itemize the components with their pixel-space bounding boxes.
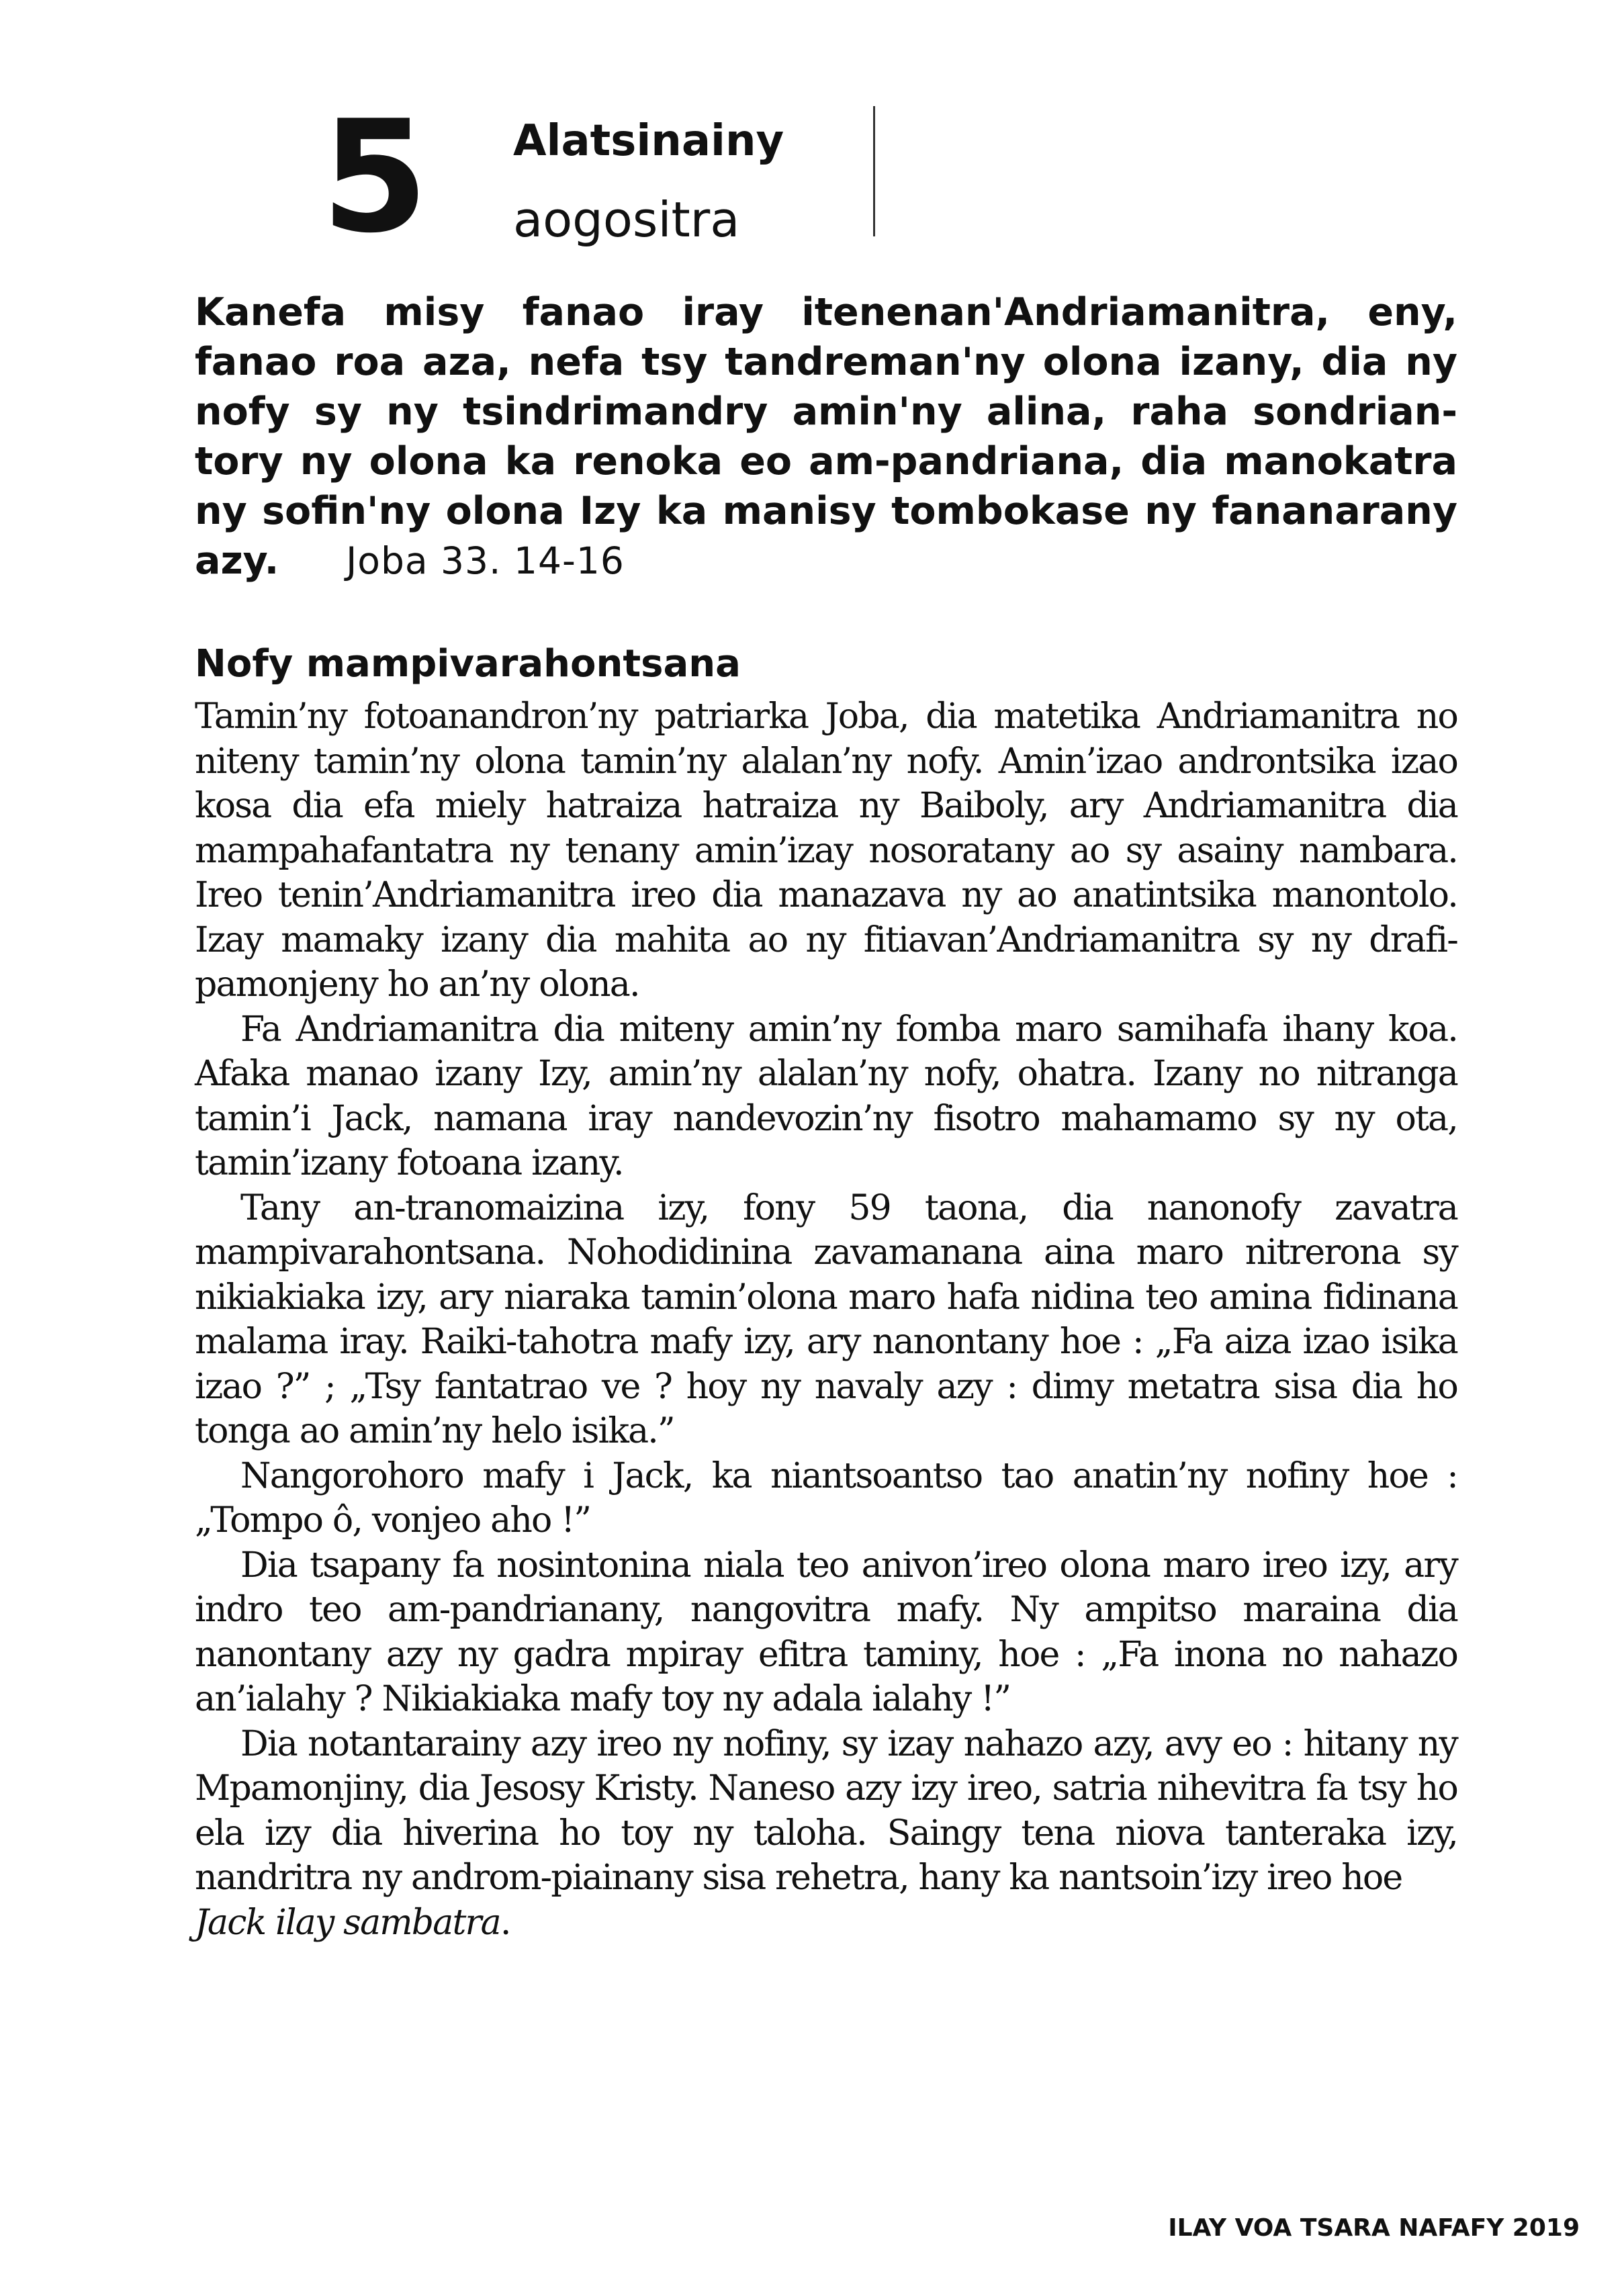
paragraph: Nangorohoro mafy i Jack, ka niantsoantso tao anatin’ny nofiny hoe : „Tompo ô, vonjeo aho !”: [195, 1455, 1457, 1541]
verse-block: [195, 287, 1457, 586]
paragraph: Tamin’ny fotoanandron’ny patriarka Joba, dia matetika Andriamanitra no niteny tamin’ny olona tamin’ny alalan’ny nofy. Amin’izao androntsika izao kosa dia efa miely hatraiza hatraiza ny Baiboly, ary Andriamanitra dia mampahafantatra ny tenany amin’izay nosoratany ao sy asainy nambara. Ireo tenin’Andriamanitra ireo dia manazava ny ao anatintsika manontolo. Izay mamaky izany dia mahita ao ny fitiavan’Andriamanitra sy ny drafi-pamonjeny ho an’ny olona.: [195, 696, 1457, 1005]
paragraph: Dia tsapany fa nosintonina niala teo anivon’ireo olona maro ireo izy, ary indro teo am-pandrianany, nangovitra mafy. Ny ampitso maraina dia nanontany azy ny gadra mpiray efitra taminy, hoe : „Fa inona no nahazo an’ialahy ? Nikiakiaka mafy toy ny adala ialahy !”: [195, 1545, 1457, 1719]
body-text: [195, 694, 1457, 1945]
footer-publication: ILAY VOA TSARA NAFAFY 2019: [1168, 2214, 1580, 2242]
paragraph: Tany an-tranomaizina izy, fony 59 taona, dia nanonofy zavatra mampivarahontsana. Nohodidinina zavamanana aina maro nitrerona sy nikiakiaka izy, ary niaraka tamin’olona maro hafa nidina teo amina fidinana malama iray. Raiki-tahotra mafy izy, ary nanontany hoe : „Fa aiza izao isika izao ?” ; „Tsy fantatrao ve ? hoy ny navaly azy : dimy metatra sisa dia ho tonga ao amin’ny helo isika.”: [195, 1187, 1457, 1451]
paragraph: Fa Andriamanitra dia miteny amin’ny fomba maro samihafa ihany koa. Afaka manao izany Izy, amin’ny alalan’ny nofy, ohatra. Izany no nitranga tamin’i Jack, namana iray nandevozin’ny fisotro mahamamo sy ny ota, tamin’izany fotoana izany.: [195, 1009, 1457, 1183]
date-divider: [873, 106, 875, 236]
paragraph-last-text: Dia notantarainy azy ireo ny nofiny, sy izay nahazo azy, avy eo : hitany ny Mpamonjiny, dia Jesosy Kristy. Naneso azy izy ireo, satria nihevitra fa tsy ho ela izy dia hiverina ho toy ny taloha. Saingy tena niova tanteraka izy, nandritra ny androm-piainany sisa rehetra, hany ka nantsoin’izy ireo hoe: [195, 1723, 1457, 1898]
paragraph-last: [195, 1722, 1457, 1946]
closing-italic: Jack ilay sambatra: [195, 1902, 500, 1943]
verse-text: Kanefa misy fanao iray itenenan'Andriamanitra, eny, fanao roa aza, nefa tsy tandreman'ny olona izany, dia ny nofy sy ny tsindrimandry amin'ny alina, raha sondrian-tory ny olona ka renoka eo am-pandriana, dia manokatra ny sofin'ny olona Izy ka manisy tombokase ny fananarany azy.: [195, 290, 1457, 583]
date-number: 5: [321, 88, 426, 267]
section-title: Nofy mampivarahontsana: [195, 642, 741, 686]
date-weekday: Alatsinainy: [513, 116, 784, 166]
closing-period: .: [500, 1902, 510, 1943]
verse-reference: Joba 33. 14-16: [346, 539, 625, 582]
date-month: aogositra: [513, 191, 740, 248]
